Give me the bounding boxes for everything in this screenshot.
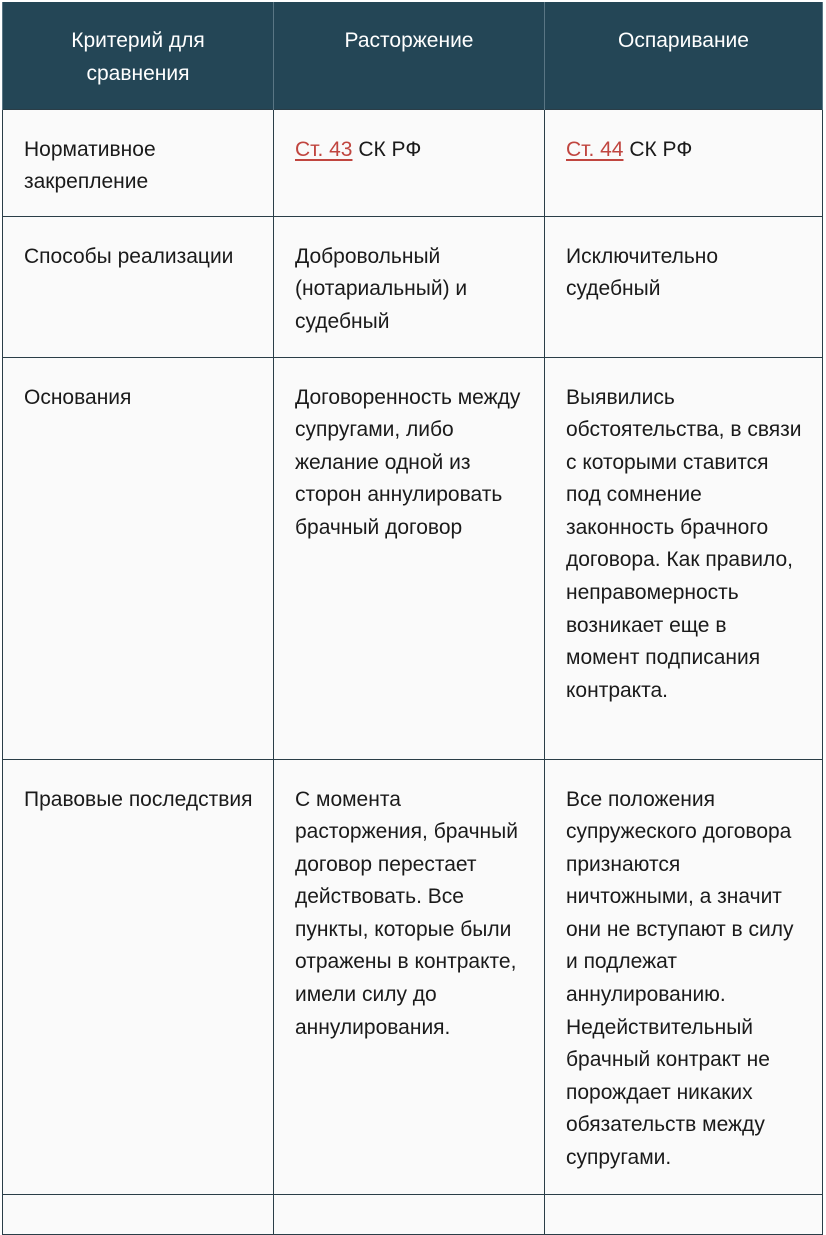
empty-cell	[545, 1194, 823, 1234]
criterion-cell: Основания	[3, 357, 274, 759]
empty-cell	[274, 1194, 545, 1234]
comparison-table	[2, 2, 823, 1235]
table-row	[3, 109, 823, 216]
table-row-partial	[3, 1194, 823, 1234]
header-criterion: Критерий для сравнения	[3, 2, 274, 109]
article-43-link[interactable]: Ст. 43	[295, 137, 353, 161]
code-label: СК РФ	[623, 137, 693, 161]
contest-cell: Все положения супружеского договора признаются ничтожными, а значит они не вступают в силу и подлежат аннулированию. Недействительный брачный контракт не порождает никаких обязательств между супругами.	[545, 759, 823, 1194]
table-row	[3, 759, 823, 1194]
article-44-link[interactable]: Ст. 44	[566, 137, 624, 161]
contest-cell: Выявились обстоятельства, в связи с которыми ставится под сомнение законность брачного договора. Как правило, неправомерность возникает еще в момент подписания контракта.	[545, 357, 823, 759]
termination-cell: С момента расторжения, брачный договор перестает действовать. Все пункты, которые были отражены в контракте, имели силу до аннулирования.	[274, 759, 545, 1194]
header-contest: Оспаривание	[545, 2, 823, 109]
contest-cell: Исключительно судебный	[545, 216, 823, 357]
table-header-row	[3, 2, 823, 109]
termination-cell	[274, 109, 545, 216]
header-termination: Расторжение	[274, 2, 545, 109]
contest-cell	[545, 109, 823, 216]
criterion-cell: Нормативное закрепление	[3, 109, 274, 216]
criterion-cell: Способы реализации	[3, 216, 274, 357]
termination-cell: Договоренность между супругами, либо желание одной из сторон аннулировать брачный договор	[274, 357, 545, 759]
table-row	[3, 216, 823, 357]
table-row	[3, 357, 823, 759]
empty-cell	[3, 1194, 274, 1234]
criterion-cell: Правовые последствия	[3, 759, 274, 1194]
termination-cell: Добровольный (нотариальный) и судебный	[274, 216, 545, 357]
code-label: СК РФ	[352, 137, 422, 161]
